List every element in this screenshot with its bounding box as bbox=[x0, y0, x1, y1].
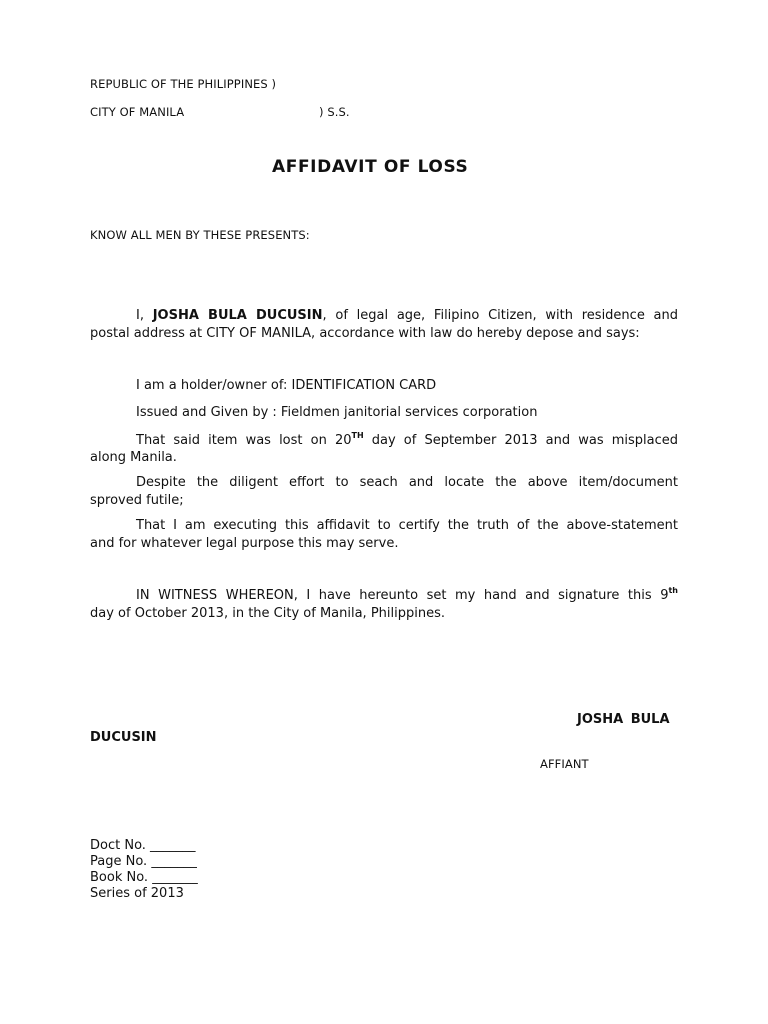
intro-line-1 bbox=[90, 307, 678, 324]
header-ss: ) S.S. bbox=[319, 105, 350, 119]
affiant-name-inline: JOSHA BULA DUCUSIN bbox=[152, 308, 323, 323]
lost-line1-a: That said item was lost on 20 bbox=[136, 433, 352, 448]
lost-line1-sup: TH bbox=[351, 431, 364, 440]
lost-line-1 bbox=[90, 432, 678, 449]
header-city: CITY OF MANILA bbox=[90, 105, 185, 119]
witness-line-1 bbox=[90, 587, 678, 604]
affiant-name-line-1: JOSHA BULA bbox=[577, 712, 670, 727]
intro-line1-rest: , of legal age, Filipino Citizen, with residence and bbox=[322, 308, 679, 323]
lost-line-2: along Manila. bbox=[90, 450, 177, 465]
despite-line-2: sproved futile; bbox=[90, 493, 184, 508]
witness-line-2: day of October 2013, in the City of Manila, Philippines. bbox=[90, 606, 445, 621]
document-title: AFFIDAVIT OF LOSS bbox=[272, 157, 469, 177]
notary-series: Series of 2013 bbox=[90, 886, 184, 901]
holder-line: I am a holder/owner of: IDENTIFICATION CARD bbox=[136, 378, 437, 393]
header-republic: REPUBLIC OF THE PHILIPPINES ) bbox=[90, 77, 277, 91]
despite-line-1: Despite the diligent effort to seach and locate the above item/document bbox=[136, 475, 678, 490]
notary-book-no: Book No. _______ bbox=[90, 870, 198, 885]
witness-line1-a: IN WITNESS WHEREON, I have hereunto set my hand and signature this 9 bbox=[136, 588, 669, 603]
issued-line: Issued and Given by : Fieldmen janitorial services corporation bbox=[136, 405, 538, 420]
intro-line-2: postal address at CITY OF MANILA, accordance with law do hereby depose and says: bbox=[90, 326, 640, 341]
executing-line-1: That I am executing this affidavit to certify the truth of the above-statement bbox=[136, 518, 678, 533]
affiant-label: AFFIANT bbox=[540, 757, 589, 771]
intro-prefix: I, bbox=[136, 308, 153, 323]
notary-page-no: Page No. _______ bbox=[90, 854, 197, 869]
witness-line1-sup: th bbox=[668, 586, 678, 595]
notary-doc-no: Doct No. _______ bbox=[90, 838, 196, 853]
affiant-name-line-2: DUCUSIN bbox=[90, 730, 157, 745]
know-all-line: KNOW ALL MEN BY THESE PRESENTS: bbox=[90, 228, 310, 242]
executing-line-2: and for whatever legal purpose this may serve. bbox=[90, 536, 399, 551]
lost-line1-b: day of September 2013 and was misplaced bbox=[363, 433, 678, 448]
